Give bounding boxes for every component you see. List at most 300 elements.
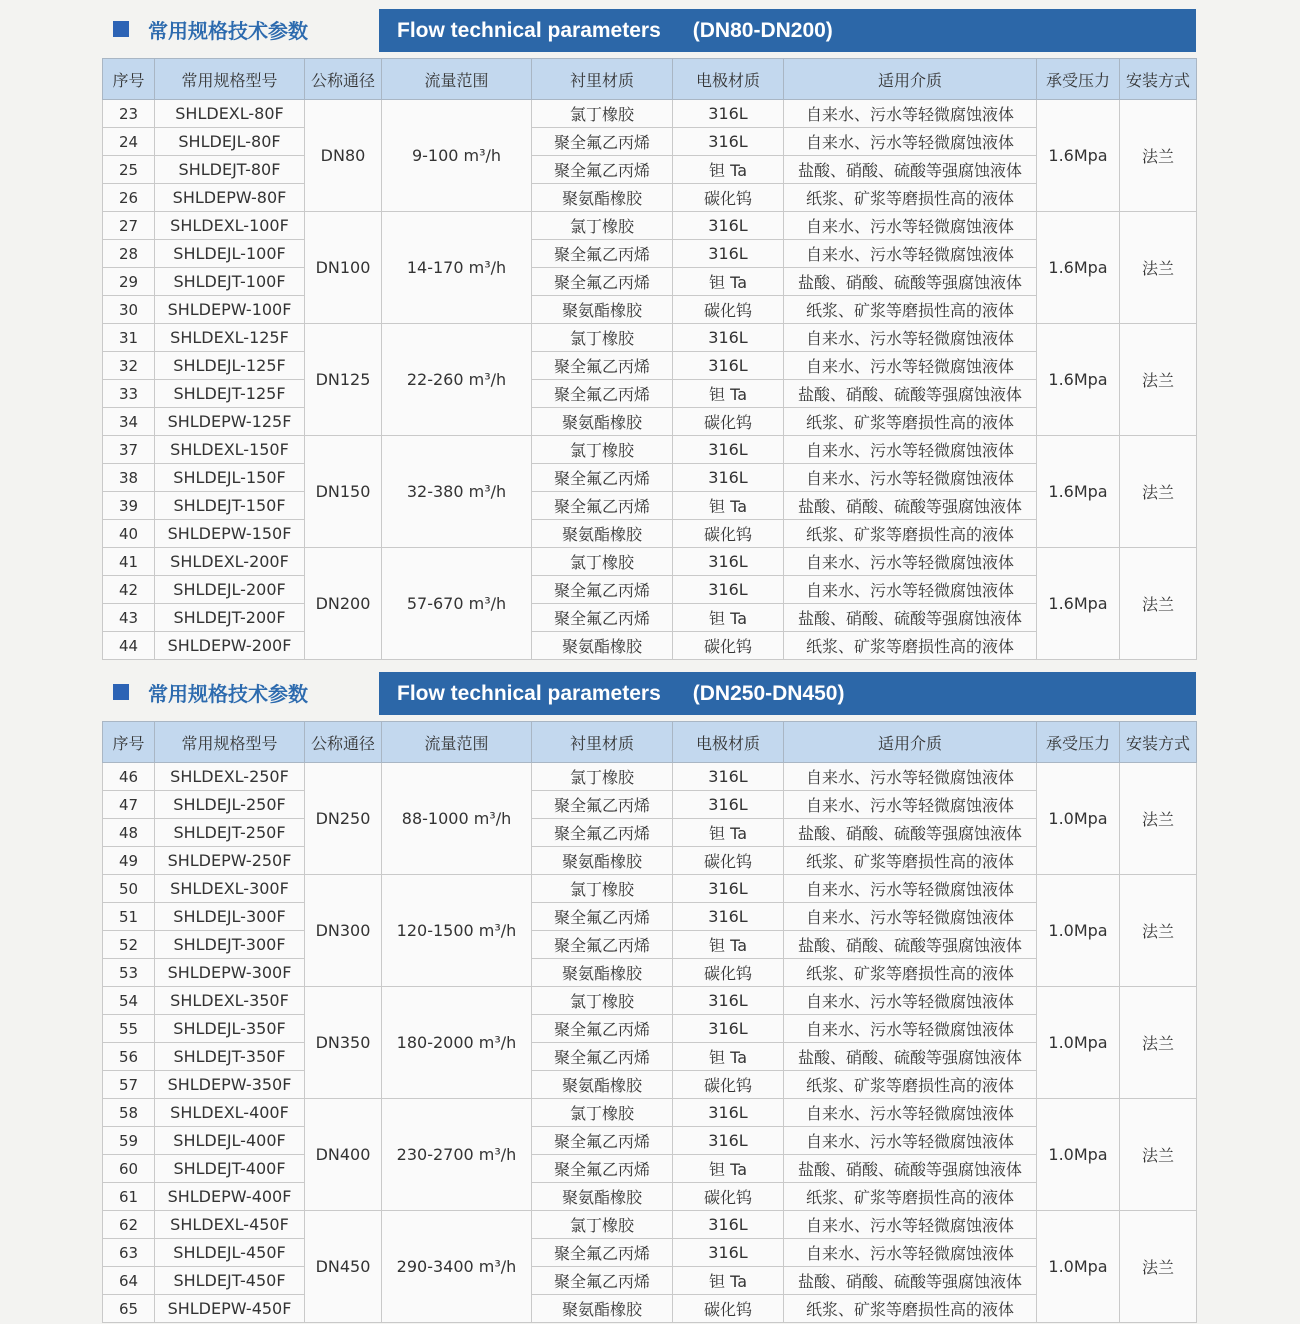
table-row	[103, 931, 1197, 959]
cell-medium: 自来水、污水等轻微腐蚀液体	[784, 576, 1037, 604]
cell-lining: 聚氨酯橡胶	[532, 184, 673, 212]
cell-dn: DN100	[305, 212, 382, 324]
cell-pressure: 1.6Mpa	[1037, 436, 1120, 548]
col-header-medium: 适用介质	[784, 722, 1037, 763]
table-row	[103, 1155, 1197, 1183]
cell-medium: 自来水、污水等轻微腐蚀液体	[784, 436, 1037, 464]
cell-electrode: 316L	[673, 212, 784, 240]
cell-lining: 氯丁橡胶	[532, 1211, 673, 1239]
cell-model: SHLDEPW-200F	[155, 632, 305, 660]
cell-medium: 自来水、污水等轻微腐蚀液体	[784, 1211, 1037, 1239]
table-row	[103, 1183, 1197, 1211]
cell-no: 39	[103, 492, 155, 520]
cell-install: 法兰	[1120, 436, 1197, 548]
table-row	[103, 1127, 1197, 1155]
cell-medium: 盐酸、硝酸、硫酸等强腐蚀液体	[784, 819, 1037, 847]
col-header-model: 常用规格型号	[155, 722, 305, 763]
cell-no: 49	[103, 847, 155, 875]
cell-electrode: 316L	[673, 128, 784, 156]
cell-model: SHLDEJT-200F	[155, 604, 305, 632]
table-row	[103, 548, 1197, 576]
cell-flow: 120-1500 m³/h	[382, 875, 532, 987]
cell-no: 23	[103, 100, 155, 128]
cell-medium: 自来水、污水等轻微腐蚀液体	[784, 875, 1037, 903]
cell-install: 法兰	[1120, 212, 1197, 324]
cell-model: SHLDEJT-350F	[155, 1043, 305, 1071]
cell-lining: 聚氨酯橡胶	[532, 847, 673, 875]
cell-no: 28	[103, 240, 155, 268]
cell-no: 63	[103, 1239, 155, 1267]
cell-pressure: 1.6Mpa	[1037, 212, 1120, 324]
cell-lining: 聚全氟乙丙烯	[532, 1043, 673, 1071]
spec-table	[102, 58, 1197, 660]
cell-medium: 盐酸、硝酸、硫酸等强腐蚀液体	[784, 1155, 1037, 1183]
cell-flow: 230-2700 m³/h	[382, 1099, 532, 1211]
cell-model: SHLDEJL-80F	[155, 128, 305, 156]
cell-model: SHLDEPW-100F	[155, 296, 305, 324]
cell-no: 26	[103, 184, 155, 212]
col-header-model: 常用规格型号	[155, 59, 305, 100]
cell-lining: 聚氨酯橡胶	[532, 1183, 673, 1211]
cell-medium: 自来水、污水等轻微腐蚀液体	[784, 987, 1037, 1015]
cell-medium: 纸浆、矿浆等磨损性高的液体	[784, 1183, 1037, 1211]
cell-model: SHLDEXL-350F	[155, 987, 305, 1015]
table-row	[103, 1239, 1197, 1267]
table-row	[103, 1043, 1197, 1071]
table-row	[103, 380, 1197, 408]
col-header-install: 安装方式	[1120, 722, 1197, 763]
section-title-en-text: Flow technical parameters	[397, 18, 661, 42]
cell-pressure: 1.6Mpa	[1037, 324, 1120, 436]
section-title-en-bar	[379, 672, 1196, 715]
cell-lining: 聚全氟乙丙烯	[532, 819, 673, 847]
cell-dn: DN125	[305, 324, 382, 436]
cell-no: 59	[103, 1127, 155, 1155]
cell-model: SHLDEPW-400F	[155, 1183, 305, 1211]
square-bullet-icon	[113, 684, 129, 700]
cell-no: 31	[103, 324, 155, 352]
cell-model: SHLDEXL-250F	[155, 763, 305, 791]
col-header-pressure: 承受压力	[1037, 59, 1120, 100]
table-header-row	[103, 59, 1197, 100]
cell-no: 32	[103, 352, 155, 380]
cell-model: SHLDEXL-80F	[155, 100, 305, 128]
cell-electrode: 碳化钨	[673, 184, 784, 212]
cell-electrode: 钽 Ta	[673, 492, 784, 520]
cell-electrode: 316L	[673, 240, 784, 268]
table-row	[103, 604, 1197, 632]
square-bullet-icon	[113, 21, 129, 37]
cell-no: 25	[103, 156, 155, 184]
cell-pressure: 1.6Mpa	[1037, 100, 1120, 212]
cell-lining: 聚全氟乙丙烯	[532, 464, 673, 492]
cell-no: 60	[103, 1155, 155, 1183]
cell-medium: 自来水、污水等轻微腐蚀液体	[784, 1099, 1037, 1127]
table-row	[103, 520, 1197, 548]
table-row	[103, 184, 1197, 212]
cell-lining: 聚全氟乙丙烯	[532, 1267, 673, 1295]
table-row	[103, 1099, 1197, 1127]
table-row	[103, 296, 1197, 324]
cell-no: 51	[103, 903, 155, 931]
cell-medium: 盐酸、硝酸、硫酸等强腐蚀液体	[784, 931, 1037, 959]
cell-lining: 聚全氟乙丙烯	[532, 380, 673, 408]
section-range-text: (DN250-DN450)	[692, 681, 845, 705]
cell-model: SHLDEXL-450F	[155, 1211, 305, 1239]
table-row	[103, 1295, 1197, 1323]
cell-no: 41	[103, 548, 155, 576]
cell-model: SHLDEJT-400F	[155, 1155, 305, 1183]
cell-electrode: 钽 Ta	[673, 819, 784, 847]
cell-model: SHLDEPW-450F	[155, 1295, 305, 1323]
col-header-flow: 流量范围	[382, 722, 532, 763]
cell-lining: 聚全氟乙丙烯	[532, 268, 673, 296]
cell-electrode: 碳化钨	[673, 1295, 784, 1323]
table-row	[103, 352, 1197, 380]
cell-no: 24	[103, 128, 155, 156]
cell-flow: 9-100 m³/h	[382, 100, 532, 212]
cell-lining: 聚全氟乙丙烯	[532, 352, 673, 380]
cell-medium: 自来水、污水等轻微腐蚀液体	[784, 128, 1037, 156]
cell-model: SHLDEJL-450F	[155, 1239, 305, 1267]
cell-model: SHLDEJL-300F	[155, 903, 305, 931]
cell-install: 法兰	[1120, 987, 1197, 1099]
cell-no: 62	[103, 1211, 155, 1239]
cell-model: SHLDEJL-150F	[155, 464, 305, 492]
col-header-dn: 公称通径	[305, 59, 382, 100]
cell-flow: 88-1000 m³/h	[382, 763, 532, 875]
section-title-en-bar	[379, 9, 1196, 52]
cell-medium: 自来水、污水等轻微腐蚀液体	[784, 240, 1037, 268]
cell-model: SHLDEXL-300F	[155, 875, 305, 903]
cell-model: SHLDEJT-100F	[155, 268, 305, 296]
cell-medium: 自来水、污水等轻微腐蚀液体	[784, 791, 1037, 819]
cell-model: SHLDEJL-400F	[155, 1127, 305, 1155]
cell-lining: 聚氨酯橡胶	[532, 296, 673, 324]
cell-no: 64	[103, 1267, 155, 1295]
cell-model: SHLDEXL-200F	[155, 548, 305, 576]
cell-medium: 自来水、污水等轻微腐蚀液体	[784, 903, 1037, 931]
table-row	[103, 1071, 1197, 1099]
table-row	[103, 324, 1197, 352]
cell-lining: 聚全氟乙丙烯	[532, 240, 673, 268]
cell-no: 37	[103, 436, 155, 464]
table-row	[103, 240, 1197, 268]
table-row	[103, 847, 1197, 875]
cell-dn: DN350	[305, 987, 382, 1099]
table-row	[103, 1267, 1197, 1295]
cell-lining: 聚全氟乙丙烯	[532, 492, 673, 520]
cell-flow: 14-170 m³/h	[382, 212, 532, 324]
cell-model: SHLDEJT-450F	[155, 1267, 305, 1295]
cell-medium: 自来水、污水等轻微腐蚀液体	[784, 1239, 1037, 1267]
table-row	[103, 100, 1197, 128]
cell-medium: 盐酸、硝酸、硫酸等强腐蚀液体	[784, 604, 1037, 632]
cell-model: SHLDEJT-125F	[155, 380, 305, 408]
cell-flow: 290-3400 m³/h	[382, 1211, 532, 1323]
cell-electrode: 316L	[673, 324, 784, 352]
cell-lining: 氯丁橡胶	[532, 324, 673, 352]
cell-lining: 聚氨酯橡胶	[532, 959, 673, 987]
cell-electrode: 碳化钨	[673, 1183, 784, 1211]
table-row	[103, 791, 1197, 819]
table-row	[103, 156, 1197, 184]
cell-medium: 纸浆、矿浆等磨损性高的液体	[784, 184, 1037, 212]
cell-medium: 自来水、污水等轻微腐蚀液体	[784, 212, 1037, 240]
col-header-no: 序号	[103, 59, 155, 100]
cell-electrode: 钽 Ta	[673, 156, 784, 184]
cell-no: 55	[103, 1015, 155, 1043]
table-row	[103, 464, 1197, 492]
cell-electrode: 316L	[673, 1015, 784, 1043]
cell-flow: 22-260 m³/h	[382, 324, 532, 436]
cell-medium: 盐酸、硝酸、硫酸等强腐蚀液体	[784, 492, 1037, 520]
col-header-electrode: 电极材质	[673, 59, 784, 100]
col-header-dn: 公称通径	[305, 722, 382, 763]
cell-model: SHLDEPW-250F	[155, 847, 305, 875]
cell-electrode: 碳化钨	[673, 1071, 784, 1099]
cell-model: SHLDEPW-300F	[155, 959, 305, 987]
cell-medium: 盐酸、硝酸、硫酸等强腐蚀液体	[784, 268, 1037, 296]
cell-no: 38	[103, 464, 155, 492]
cell-install: 法兰	[1120, 100, 1197, 212]
table-row	[103, 819, 1197, 847]
table-row	[103, 212, 1197, 240]
col-header-lining: 衬里材质	[532, 722, 673, 763]
cell-install: 法兰	[1120, 548, 1197, 660]
cell-lining: 氯丁橡胶	[532, 1099, 673, 1127]
cell-electrode: 316L	[673, 352, 784, 380]
cell-medium: 纸浆、矿浆等磨损性高的液体	[784, 632, 1037, 660]
cell-flow: 57-670 m³/h	[382, 548, 532, 660]
cell-dn: DN200	[305, 548, 382, 660]
cell-medium: 纸浆、矿浆等磨损性高的液体	[784, 959, 1037, 987]
section-title-zh-text: 常用规格技术参数	[148, 681, 308, 706]
cell-flow: 180-2000 m³/h	[382, 987, 532, 1099]
cell-install: 法兰	[1120, 875, 1197, 987]
cell-electrode: 316L	[673, 464, 784, 492]
cell-lining: 聚全氟乙丙烯	[532, 576, 673, 604]
cell-electrode: 碳化钨	[673, 520, 784, 548]
cell-medium: 自来水、污水等轻微腐蚀液体	[784, 352, 1037, 380]
cell-dn: DN300	[305, 875, 382, 987]
table-row	[103, 128, 1197, 156]
cell-model: SHLDEPW-80F	[155, 184, 305, 212]
cell-lining: 聚全氟乙丙烯	[532, 791, 673, 819]
cell-model: SHLDEJL-350F	[155, 1015, 305, 1043]
cell-no: 27	[103, 212, 155, 240]
cell-no: 42	[103, 576, 155, 604]
table-row	[103, 987, 1197, 1015]
cell-no: 47	[103, 791, 155, 819]
cell-lining: 氯丁橡胶	[532, 212, 673, 240]
cell-electrode: 316L	[673, 1239, 784, 1267]
cell-medium: 自来水、污水等轻微腐蚀液体	[784, 1015, 1037, 1043]
cell-electrode: 钽 Ta	[673, 1155, 784, 1183]
cell-medium: 盐酸、硝酸、硫酸等强腐蚀液体	[784, 1267, 1037, 1295]
table-body	[103, 100, 1197, 660]
cell-lining: 聚全氟乙丙烯	[532, 931, 673, 959]
cell-model: SHLDEJL-125F	[155, 352, 305, 380]
cell-lining: 聚全氟乙丙烯	[532, 1127, 673, 1155]
cell-model: SHLDEJT-300F	[155, 931, 305, 959]
cell-lining: 聚氨酯橡胶	[532, 1071, 673, 1099]
table-row	[103, 763, 1197, 791]
cell-no: 61	[103, 1183, 155, 1211]
cell-dn: DN400	[305, 1099, 382, 1211]
table-row	[103, 268, 1197, 296]
cell-model: SHLDEXL-400F	[155, 1099, 305, 1127]
cell-lining: 聚全氟乙丙烯	[532, 903, 673, 931]
cell-pressure: 1.6Mpa	[1037, 548, 1120, 660]
table-row	[103, 903, 1197, 931]
spec-section-dn80-dn200	[0, 0, 1300, 656]
table-row	[103, 1211, 1197, 1239]
cell-model: SHLDEJT-250F	[155, 819, 305, 847]
cell-electrode: 碳化钨	[673, 408, 784, 436]
cell-flow: 32-380 m³/h	[382, 436, 532, 548]
cell-medium: 纸浆、矿浆等磨损性高的液体	[784, 296, 1037, 324]
col-header-medium: 适用介质	[784, 59, 1037, 100]
cell-no: 43	[103, 604, 155, 632]
cell-lining: 氯丁橡胶	[532, 763, 673, 791]
cell-no: 33	[103, 380, 155, 408]
cell-install: 法兰	[1120, 763, 1197, 875]
cell-lining: 聚全氟乙丙烯	[532, 1015, 673, 1043]
cell-no: 54	[103, 987, 155, 1015]
cell-electrode: 钽 Ta	[673, 268, 784, 296]
table-row	[103, 632, 1197, 660]
cell-lining: 聚氨酯橡胶	[532, 520, 673, 548]
cell-lining: 聚全氟乙丙烯	[532, 156, 673, 184]
cell-medium: 自来水、污水等轻微腐蚀液体	[784, 464, 1037, 492]
cell-electrode: 碳化钨	[673, 847, 784, 875]
cell-electrode: 316L	[673, 987, 784, 1015]
cell-model: SHLDEPW-150F	[155, 520, 305, 548]
cell-medium: 盐酸、硝酸、硫酸等强腐蚀液体	[784, 156, 1037, 184]
cell-model: SHLDEPW-125F	[155, 408, 305, 436]
cell-medium: 自来水、污水等轻微腐蚀液体	[784, 324, 1037, 352]
cell-lining: 聚氨酯橡胶	[532, 1295, 673, 1323]
cell-medium: 自来水、污水等轻微腐蚀液体	[784, 1127, 1037, 1155]
col-header-no: 序号	[103, 722, 155, 763]
cell-model: SHLDEJL-200F	[155, 576, 305, 604]
cell-no: 44	[103, 632, 155, 660]
section-title-zh	[113, 677, 308, 707]
cell-lining: 氯丁橡胶	[532, 875, 673, 903]
cell-no: 29	[103, 268, 155, 296]
table-body	[103, 763, 1197, 1323]
cell-electrode: 316L	[673, 576, 784, 604]
cell-model: SHLDEXL-150F	[155, 436, 305, 464]
cell-model: SHLDEPW-350F	[155, 1071, 305, 1099]
cell-no: 34	[103, 408, 155, 436]
cell-no: 65	[103, 1295, 155, 1323]
cell-lining: 氯丁橡胶	[532, 100, 673, 128]
table-row	[103, 576, 1197, 604]
cell-dn: DN250	[305, 763, 382, 875]
cell-electrode: 316L	[673, 548, 784, 576]
cell-no: 40	[103, 520, 155, 548]
cell-medium: 盐酸、硝酸、硫酸等强腐蚀液体	[784, 1043, 1037, 1071]
cell-lining: 聚氨酯橡胶	[532, 632, 673, 660]
cell-model: SHLDEXL-100F	[155, 212, 305, 240]
cell-lining: 聚氨酯橡胶	[532, 408, 673, 436]
cell-lining: 聚全氟乙丙烯	[532, 128, 673, 156]
cell-no: 58	[103, 1099, 155, 1127]
cell-medium: 纸浆、矿浆等磨损性高的液体	[784, 1295, 1037, 1323]
cell-dn: DN80	[305, 100, 382, 212]
cell-pressure: 1.0Mpa	[1037, 987, 1120, 1099]
section-title-zh-text: 常用规格技术参数	[148, 18, 308, 43]
cell-install: 法兰	[1120, 1211, 1197, 1323]
cell-medium: 自来水、污水等轻微腐蚀液体	[784, 548, 1037, 576]
cell-medium: 纸浆、矿浆等磨损性高的液体	[784, 1071, 1037, 1099]
table-header-row	[103, 722, 1197, 763]
cell-electrode: 316L	[673, 1211, 784, 1239]
cell-lining: 聚全氟乙丙烯	[532, 604, 673, 632]
cell-model: SHLDEXL-125F	[155, 324, 305, 352]
cell-model: SHLDEJL-100F	[155, 240, 305, 268]
cell-dn: DN150	[305, 436, 382, 548]
table-row	[103, 959, 1197, 987]
cell-electrode: 碳化钨	[673, 632, 784, 660]
cell-model: SHLDEJT-150F	[155, 492, 305, 520]
section-title-zh	[113, 14, 308, 44]
table-row	[103, 436, 1197, 464]
cell-no: 56	[103, 1043, 155, 1071]
cell-electrode: 316L	[673, 100, 784, 128]
cell-medium: 自来水、污水等轻微腐蚀液体	[784, 763, 1037, 791]
section-header	[0, 663, 1300, 721]
cell-pressure: 1.0Mpa	[1037, 1211, 1120, 1323]
cell-no: 30	[103, 296, 155, 324]
cell-electrode: 钽 Ta	[673, 604, 784, 632]
cell-medium: 自来水、污水等轻微腐蚀液体	[784, 100, 1037, 128]
cell-electrode: 碳化钨	[673, 959, 784, 987]
cell-no: 50	[103, 875, 155, 903]
spec-table	[102, 721, 1197, 1323]
cell-pressure: 1.0Mpa	[1037, 1099, 1120, 1211]
cell-electrode: 316L	[673, 903, 784, 931]
cell-electrode: 钽 Ta	[673, 1043, 784, 1071]
table-row	[103, 1015, 1197, 1043]
cell-electrode: 316L	[673, 763, 784, 791]
cell-electrode: 碳化钨	[673, 296, 784, 324]
cell-dn: DN450	[305, 1211, 382, 1323]
spec-section-dn250-dn450	[0, 663, 1300, 1319]
section-title-en-text: Flow technical parameters	[397, 681, 661, 705]
cell-electrode: 316L	[673, 791, 784, 819]
cell-model: SHLDEJL-250F	[155, 791, 305, 819]
cell-no: 46	[103, 763, 155, 791]
table-row	[103, 492, 1197, 520]
cell-medium: 纸浆、矿浆等磨损性高的液体	[784, 408, 1037, 436]
cell-electrode: 钽 Ta	[673, 380, 784, 408]
cell-pressure: 1.0Mpa	[1037, 875, 1120, 987]
cell-no: 48	[103, 819, 155, 847]
cell-install: 法兰	[1120, 1099, 1197, 1211]
cell-electrode: 钽 Ta	[673, 931, 784, 959]
cell-pressure: 1.0Mpa	[1037, 763, 1120, 875]
cell-lining: 氯丁橡胶	[532, 548, 673, 576]
cell-model: SHLDEJT-80F	[155, 156, 305, 184]
cell-lining: 聚全氟乙丙烯	[532, 1155, 673, 1183]
cell-lining: 聚全氟乙丙烯	[532, 1239, 673, 1267]
col-header-lining: 衬里材质	[532, 59, 673, 100]
cell-electrode: 316L	[673, 1127, 784, 1155]
cell-medium: 盐酸、硝酸、硫酸等强腐蚀液体	[784, 380, 1037, 408]
